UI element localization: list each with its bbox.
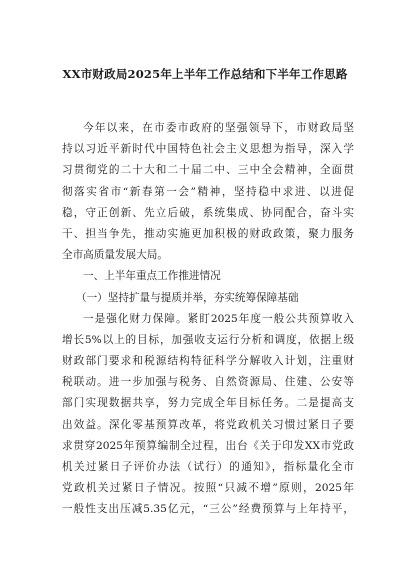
paragraph-line: 财政部门要求和税源结构特征科学分解收入计划，注重财 bbox=[62, 355, 354, 368]
paragraph-line: 出效益。深化零基预算改革，将党政机关习惯过紧日子要 bbox=[62, 418, 354, 431]
paragraph-line: 习贯彻党的二十大和二十届二中、三中全会精神，全面贯 bbox=[62, 164, 354, 177]
subsection-heading: （一）坚持扩量与提质并举，夯实统筹保障基础 bbox=[76, 291, 299, 304]
paragraph-line: 一是强化财力保障。紧盯2025年度一般公共预算收入 bbox=[83, 312, 354, 325]
paragraph-line: 党政机关过紧日子情况。按照“只减不增”原则，2025年 bbox=[62, 482, 354, 495]
paragraph-line: 一般性支出压减5.35亿元，“三公”经费预算与上年持平， bbox=[62, 503, 354, 516]
paragraph-line: 今年以来，在市委市政府的坚强领导下，市财政局坚 bbox=[83, 122, 354, 134]
paragraph-line: 干、担当争先，推动实施更加积极的财政政策，聚力服务 bbox=[62, 227, 354, 240]
section-heading: 一、上半年重点工作推进情况 bbox=[83, 270, 221, 283]
paragraph-line: 求贯穿2025年预算编制全过程，出台《关于印发XX市党政 bbox=[62, 439, 354, 452]
paragraph-line: 机关过紧日子评价办法（试行）的通知》，指标量化全市 bbox=[62, 461, 354, 473]
paragraph-line: 持以习近平新时代中国特色社会主义思想为指导，深入学 bbox=[62, 143, 354, 156]
paragraph-line: 稳，守正创新、先立后破，系统集成、协同配合，奋斗实 bbox=[62, 206, 354, 219]
paragraph-line: 部门实现数据共享，努力完成全年目标任务。二是提高支 bbox=[62, 397, 354, 410]
document-body bbox=[62, 118, 354, 521]
paragraph-line: 彻落实省市“新春第一会”精神，坚持稳中求进、以进促 bbox=[62, 185, 354, 198]
document-title: XX市财政局2025年上半年工作总结和下半年工作思路 bbox=[62, 67, 348, 81]
paragraph-line: 增长5%以上的目标，加强收支运行分析和调度，依据上级 bbox=[62, 333, 354, 346]
paragraph-line: 全市高质量发展大局。 bbox=[62, 249, 168, 262]
paragraph-line: 税联动。进一步加强与税务、自然资源局、住建、公安等 bbox=[62, 376, 354, 389]
